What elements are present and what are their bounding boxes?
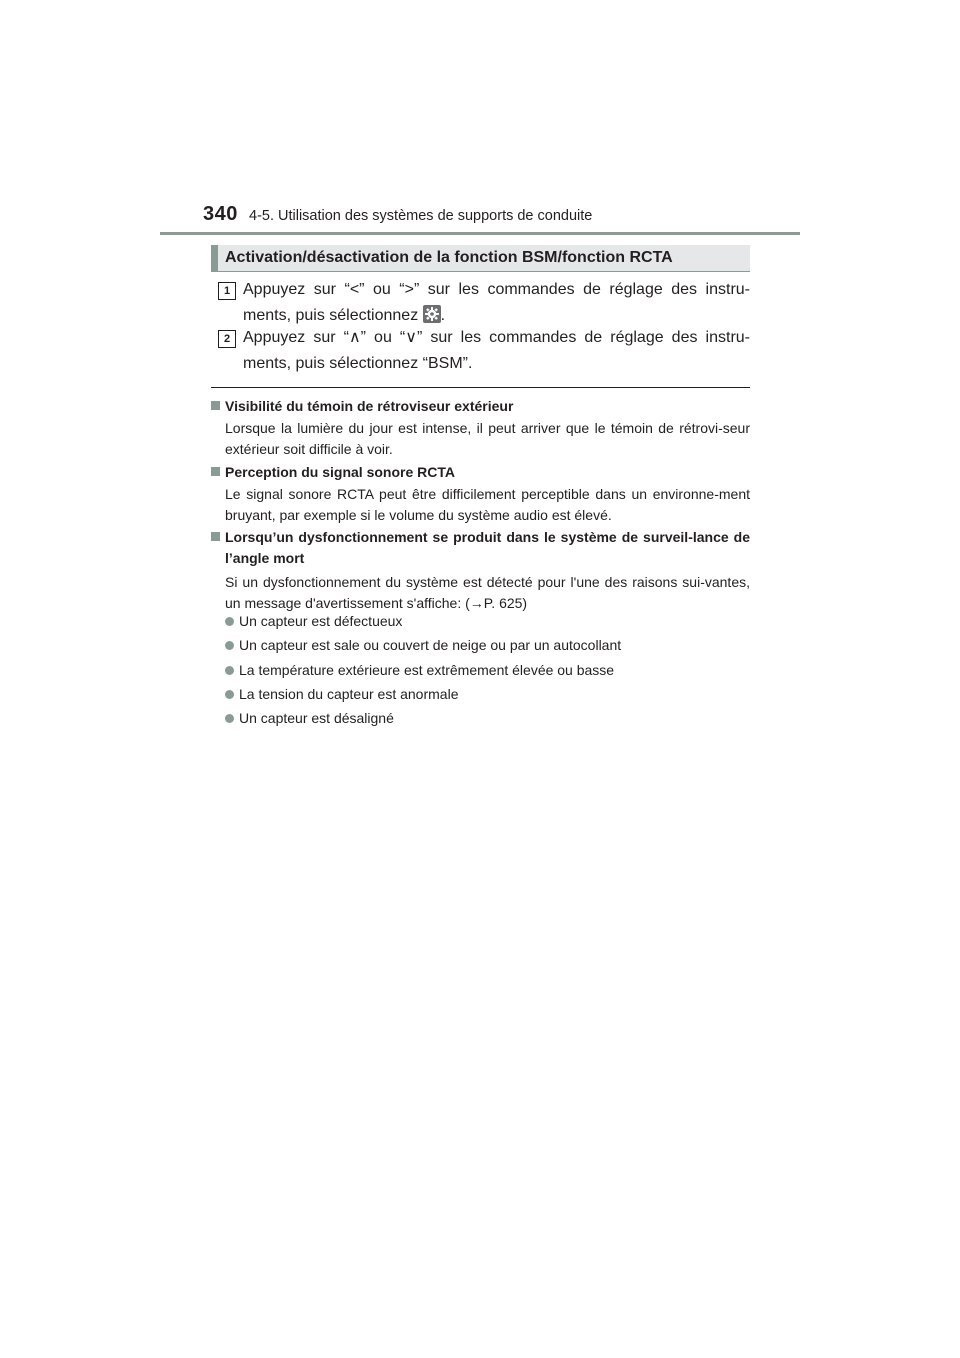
list-item-text: Un capteur est sale ou couvert de neige ou par un autocollant bbox=[239, 637, 622, 653]
note-heading-text: Perception du signal sonore RCTA bbox=[225, 464, 455, 480]
list-item bbox=[225, 613, 402, 629]
step-text-1-before: Appuyez sur “<” ou “>” sur les commandes de réglage des instru-ments, puis sélectionnez bbox=[243, 281, 750, 324]
square-bullet-icon bbox=[211, 401, 220, 410]
note-heading-text: Visibilité du témoin de rétroviseur extérieur bbox=[225, 398, 514, 414]
list-item bbox=[225, 662, 614, 678]
settings-gear-icon bbox=[423, 305, 441, 323]
note-malfunction bbox=[211, 527, 750, 614]
header-rule bbox=[160, 232, 800, 235]
step-number-2: 2 bbox=[218, 330, 236, 348]
round-bullet-icon bbox=[225, 617, 234, 626]
section-divider bbox=[211, 387, 750, 388]
page-number: 340 bbox=[203, 203, 238, 225]
step-text-1-after: . bbox=[440, 307, 446, 324]
section-header bbox=[211, 245, 750, 272]
list-item-text: La tension du capteur est anormale bbox=[239, 686, 459, 702]
note-body: Lorsque la lumière du jour est intense, il peut arriver que le témoin de rétrovi-seur extérieur soit difficile à voir. bbox=[225, 420, 750, 457]
step-1 bbox=[218, 277, 750, 329]
list-item-text: La température extérieure est extrêmement élevée ou basse bbox=[239, 662, 615, 678]
list-item-text: Un capteur est défectueux bbox=[239, 613, 403, 629]
step-2 bbox=[218, 325, 750, 377]
section-title: Activation/désactivation de la fonction BSM/fonction RCTA bbox=[225, 249, 673, 266]
round-bullet-icon bbox=[225, 690, 234, 699]
round-bullet-icon bbox=[225, 641, 234, 650]
round-bullet-icon bbox=[225, 714, 234, 723]
square-bullet-icon bbox=[211, 467, 220, 476]
section-header-bar bbox=[211, 245, 218, 271]
list-item-text: Un capteur est désaligné bbox=[239, 710, 394, 726]
chapter-title: 4-5. Utilisation des systèmes de supports de conduite bbox=[249, 208, 593, 224]
note-rcta-signal bbox=[211, 462, 750, 526]
note-body: Si un dysfonctionnement du système est détecté pour l'une des raisons sui-vantes, un message d'avertissement s'affiche: (→P. 625) bbox=[225, 574, 750, 611]
round-bullet-icon bbox=[225, 666, 234, 675]
note-visibility bbox=[211, 396, 750, 460]
note-heading-text: Lorsqu’un dysfonctionnement se produit dans le système de surveil-lance de l’angle mort bbox=[225, 529, 750, 566]
note-body: Le signal sonore RCTA peut être difficilement perceptible dans un environne-ment bruyant, par exemple si le volume du système audio est élevé. bbox=[225, 486, 750, 523]
note-heading bbox=[211, 527, 750, 569]
list-item bbox=[225, 686, 458, 702]
step-text-2: Appuyez sur “∧” ou “∨” sur les commandes de réglage des instru-ments, puis sélectionnez “BSM”. bbox=[243, 329, 750, 372]
step-text-1 bbox=[243, 277, 750, 329]
note-heading bbox=[211, 462, 750, 483]
note-heading bbox=[211, 396, 750, 417]
step-number-1: 1 bbox=[218, 282, 236, 300]
square-bullet-icon bbox=[211, 532, 220, 541]
list-item bbox=[225, 710, 394, 726]
list-item bbox=[225, 637, 621, 653]
